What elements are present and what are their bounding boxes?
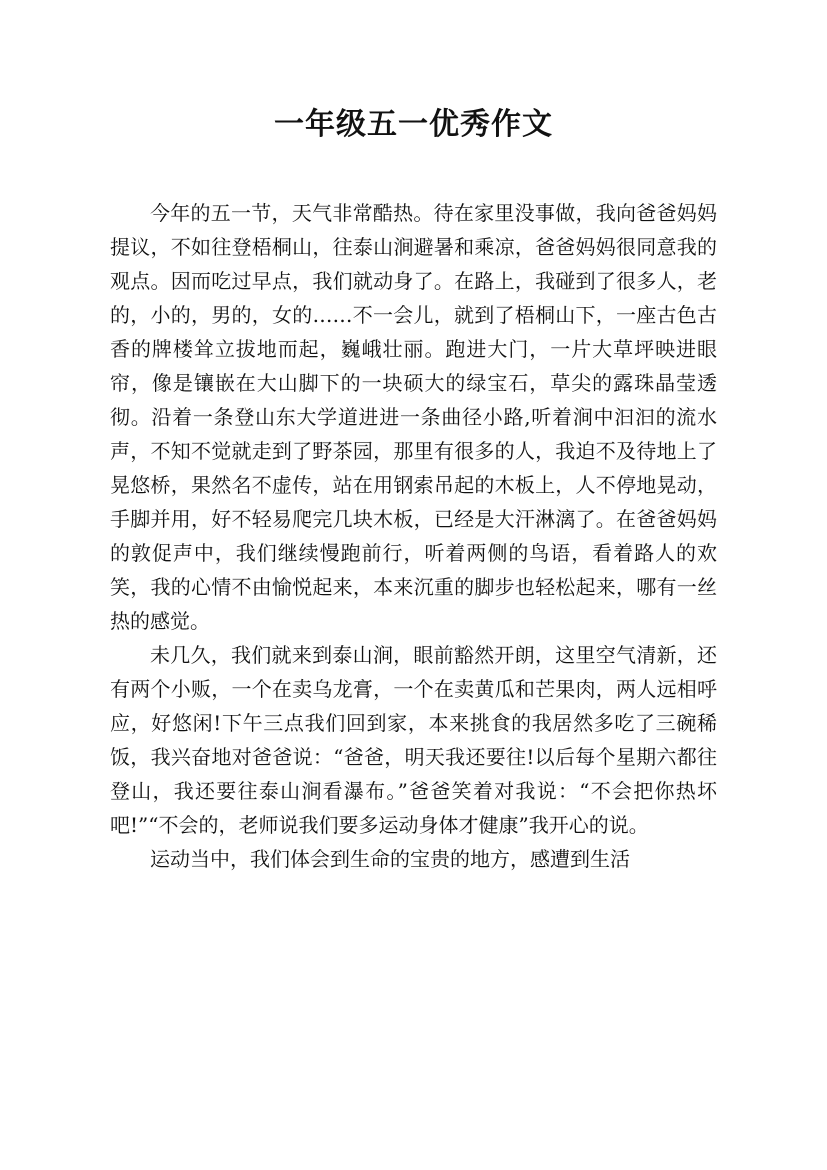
document-body (110, 196, 717, 876)
paragraph-2: 未几久，我们就来到泰山涧，眼前豁然开朗，这里空气清新，还有两个小贩，一个在卖乌龙膏，一个在卖黄瓜和芒果肉，两人远相呼应，好悠闲!下午三点我们回到家，本来挑食的我居然多吃了三碗稀饭，我兴奋地对爸爸说：“爸爸，明天我还要往!以后每个星期六都往登山，我还要往泰山涧看瀑布。”爸爸笑着对我说：“不会把你热坏吧!”“不会的，老师说我们要多运动身体才健康”我开心的说。 (110, 643, 717, 837)
document-title: 一年级五一优秀作文 (274, 107, 553, 142)
paragraph-3: 运动当中，我们体会到生命的宝贵的地方，感遭到生活 (150, 847, 630, 871)
paragraph-1: 今年的五一节，天气非常酷热。待在家里没事做，我向爸爸妈妈提议，不如往登梧桐山，往泰山涧避暑和乘凉，爸爸妈妈很同意我的观点。因而吃过早点，我们就动身了。在路上，我碰到了很多人，老的，小的，男的，女的……不一会儿，就到了梧桐山下，一座古色古香的牌楼耸立拔地而起，巍峨壮丽。跑进大门，一片大草坪映进眼帘，像是镶嵌在大山脚下的一块硕大的绿宝石，草尖的露珠晶莹透彻。沿着一条登山东大学道进进一条曲径小路,听着涧中汩汩的流水声，不知不觉就走到了野茶园，那里有很多的人，我迫不及待地上了晃悠桥，果然名不虚传，站在用钢索吊起的木板上，人不停地晃动，手脚并用，好不轻易爬完几块木板，已经是大汗淋漓了。在爸爸妈妈的敦促声中，我们继续慢跑前行，听着两侧的鸟语，看着路人的欢笑，我的心情不由愉悦起来，本来沉重的脚步也轻松起来，哪有一丝热的感觉。 (110, 201, 717, 633)
